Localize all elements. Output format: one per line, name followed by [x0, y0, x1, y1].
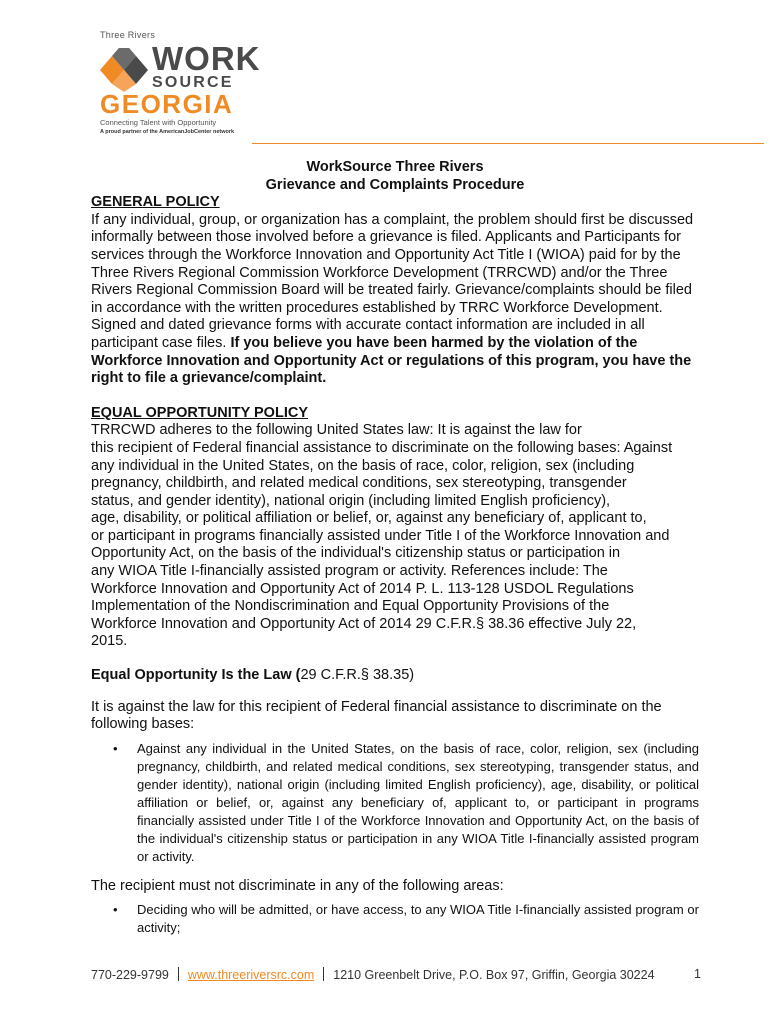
footer-phone: 770-229-9799 — [91, 968, 169, 982]
worksource-mark-icon — [100, 48, 148, 92]
eo-policy-line: this recipient of Federal financial assistance to discriminate on the following bases: Against — [91, 439, 673, 456]
eo-law-heading-bold: Equal Opportunity Is the Law ( — [91, 667, 301, 684]
logo-georgia: GEORGIA — [100, 89, 234, 119]
page-footer — [91, 967, 701, 982]
general-policy-text — [91, 212, 699, 388]
eo-policy-line: Workforce Innovation and Opportunity Act of 2014 P. L. 113-128 USDOL Regulations — [91, 580, 634, 597]
eo-policy-line: pregnancy, childbirth, and related medical conditions, sex stereotyping, transgender — [91, 475, 627, 492]
logo-work: WORK — [152, 40, 261, 77]
list-item-text: Deciding who will be admitted, or have access, to any WIOA Title I-financially assisted program or activity; — [137, 902, 699, 936]
eo-law-citation: 29 C.F.R.§ 38.35) — [300, 667, 415, 684]
footer-separator — [178, 967, 179, 981]
footer-website-link[interactable]: www.threeriversrc.com — [187, 968, 315, 982]
bullet-icon: • — [113, 902, 118, 918]
header-divider — [252, 143, 764, 144]
eo-policy-line: Implementation of the Nondiscrimination and Equal Opportunity Provisions of the — [91, 598, 610, 615]
general-policy-bold: If you believe you have been harmed by the violation of the Workforce Innovation and Opportunity Act or regulations of this program, you have the right to file a grievance/complaint. — [91, 334, 692, 387]
logo-source: SOURCE — [152, 74, 234, 91]
eo-policy-line: age, disability, or political affiliation or belief, or, against any beneficiary of, applicant to, — [91, 510, 647, 527]
footer-separator — [323, 967, 324, 981]
logo-partner-text: A proud partner of the AmericanJobCenter network — [100, 129, 235, 135]
document-body — [91, 159, 699, 937]
worksource-georgia-logo — [100, 30, 261, 138]
general-policy-body: If any individual, group, or organization has a complaint, the problem should first be discussed informally between those involved before a grievance is filed. Applicants and Participants for services through the Workforce Innovation and Opportunity Act Title I (WIOA) paid for by the Three Rivers Regional Commission Workforce Development (TRRCWD) and/or the Three Rivers Regional Commission Board will be treated fairly. Grievance/complaints should be filed in accordance with the written procedures established by TRRC Workforce Development. Signed and dated grievance forms with accurate contact information are included in all participant case files. — [91, 211, 694, 351]
document-subtitle: Grievance and Complaints Procedure — [265, 176, 525, 193]
list-item — [91, 740, 699, 866]
logo-region-text: Three Rivers — [100, 30, 156, 40]
areas-intro: The recipient must not discriminate in any of the following areas: — [91, 877, 504, 894]
page-number: 1 — [694, 967, 701, 981]
eo-policy-line: TRRCWD adheres to the following United States law: It is against the law for — [91, 422, 582, 439]
eo-law-bullet-list — [91, 740, 699, 866]
logo-tagline: Connecting Talent with Opportunity — [100, 118, 217, 127]
bullet-icon: • — [113, 740, 118, 756]
eo-policy-line: or participant in programs financially assisted under Title I of the Workforce Innovation and — [91, 527, 670, 544]
eo-law-intro: It is against the law for this recipient of Federal financial assistance to discriminate on the following bases: — [91, 698, 662, 733]
areas-bullet-list — [91, 901, 699, 937]
eo-policy-line: any individual in the United States, on the basis of race, color, religion, sex (including — [91, 457, 635, 474]
eo-law-heading — [91, 667, 699, 685]
footer-address: 1210 Greenbelt Drive, P.O. Box 97, Griffin, Georgia 30224 — [333, 968, 655, 982]
eo-policy-line: 2015. — [91, 633, 128, 650]
general-policy-heading: GENERAL POLICY — [91, 194, 220, 211]
eo-policy-line: Opportunity Act, on the basis of the individual's citizenship status or participation in — [91, 545, 621, 562]
list-item — [91, 901, 699, 937]
list-item-text: Against any individual in the United States, on the basis of race, color, religion, sex (including pregnancy, childbirth, and related medical conditions, sex stereotyping, transgender status, and gender identity), national origin (including limited English proficiency), age, disability, or political affiliation or belief, or, against any beneficiary of, applicant to, or participant in programs financially assisted under Title I of the Workforce Innovation and Opportunity Act, on the basis of the individual's citizenship status or participation in any WIOA Title I-financially assisted program or activity. — [137, 740, 699, 864]
eo-policy-text — [91, 422, 699, 651]
eo-policy-heading: EQUAL OPPORTUNITY POLICY — [91, 404, 308, 421]
document-title: WorkSource Three Rivers — [306, 159, 484, 175]
eo-policy-line: Workforce Innovation and Opportunity Act of 2014 29 C.F.R.§ 38.36 effective July 22, — [91, 615, 637, 632]
eo-policy-line: any WIOA Title I-financially assisted program or activity. References include: The — [91, 563, 608, 580]
eo-policy-line: status, and gender identity), national origin (including limited English proficiency), — [91, 492, 611, 509]
